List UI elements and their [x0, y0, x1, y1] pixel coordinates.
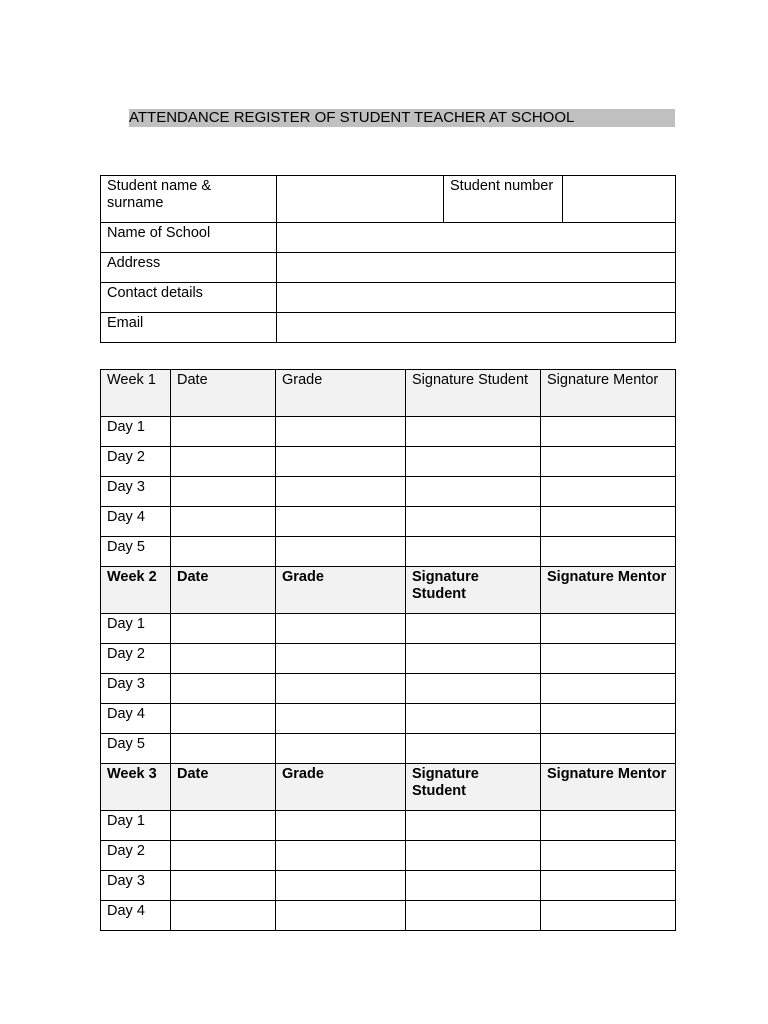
contact-field[interactable]	[277, 283, 676, 313]
day-label: Day 2	[101, 644, 171, 674]
signature-mentor-field[interactable]	[541, 841, 676, 871]
day-row	[101, 704, 676, 734]
signature-student-field[interactable]	[406, 614, 541, 644]
day-label: Day 2	[101, 841, 171, 871]
date-field[interactable]	[171, 507, 276, 537]
info-row-student	[101, 176, 676, 223]
grade-field[interactable]	[276, 537, 406, 567]
grade-field[interactable]	[276, 644, 406, 674]
grade-field[interactable]	[276, 871, 406, 901]
info-row-school	[101, 223, 676, 253]
date-field[interactable]	[171, 871, 276, 901]
day-label: Day 3	[101, 477, 171, 507]
grade-field[interactable]	[276, 811, 406, 841]
signature-mentor-field[interactable]	[541, 417, 676, 447]
week-header-row	[101, 764, 676, 811]
day-row	[101, 477, 676, 507]
week-label: Week 1	[101, 370, 171, 417]
day-label: Day 1	[101, 417, 171, 447]
signature-mentor-header: Signature Mentor	[541, 567, 676, 614]
signature-mentor-field[interactable]	[541, 477, 676, 507]
date-header: Date	[171, 567, 276, 614]
day-row	[101, 417, 676, 447]
day-row	[101, 811, 676, 841]
day-row	[101, 447, 676, 477]
student-name-field[interactable]	[277, 176, 444, 223]
signature-mentor-header: Signature Mentor	[541, 764, 676, 811]
date-field[interactable]	[171, 734, 276, 764]
grade-field[interactable]	[276, 477, 406, 507]
signature-mentor-field[interactable]	[541, 644, 676, 674]
day-label: Day 1	[101, 811, 171, 841]
signature-student-field[interactable]	[406, 447, 541, 477]
grade-field[interactable]	[276, 901, 406, 931]
date-field[interactable]	[171, 644, 276, 674]
grade-field[interactable]	[276, 417, 406, 447]
contact-label: Contact details	[101, 283, 277, 313]
signature-mentor-field[interactable]	[541, 704, 676, 734]
signature-mentor-field[interactable]	[541, 537, 676, 567]
signature-student-field[interactable]	[406, 841, 541, 871]
info-row-contact	[101, 283, 676, 313]
signature-mentor-header: Signature Mentor	[541, 370, 676, 417]
signature-mentor-field[interactable]	[541, 871, 676, 901]
info-row-email	[101, 313, 676, 343]
signature-mentor-field[interactable]	[541, 811, 676, 841]
signature-student-field[interactable]	[406, 704, 541, 734]
signature-student-field[interactable]	[406, 537, 541, 567]
day-row	[101, 871, 676, 901]
signature-student-header: Signature Student	[406, 567, 541, 614]
signature-student-field[interactable]	[406, 674, 541, 704]
date-header: Date	[171, 764, 276, 811]
grade-field[interactable]	[276, 734, 406, 764]
signature-mentor-field[interactable]	[541, 674, 676, 704]
day-row	[101, 901, 676, 931]
signature-mentor-field[interactable]	[541, 614, 676, 644]
date-field[interactable]	[171, 537, 276, 567]
day-row	[101, 614, 676, 644]
day-row	[101, 644, 676, 674]
day-row	[101, 734, 676, 764]
grade-field[interactable]	[276, 674, 406, 704]
day-row	[101, 537, 676, 567]
date-field[interactable]	[171, 841, 276, 871]
document-title: ATTENDANCE REGISTER OF STUDENT TEACHER AT SCHOOL	[129, 109, 675, 127]
date-field[interactable]	[171, 901, 276, 931]
day-label: Day 4	[101, 901, 171, 931]
day-row	[101, 674, 676, 704]
grade-field[interactable]	[276, 507, 406, 537]
student-info-table	[100, 175, 676, 343]
date-field[interactable]	[171, 447, 276, 477]
signature-student-field[interactable]	[406, 507, 541, 537]
signature-student-field[interactable]	[406, 734, 541, 764]
date-field[interactable]	[171, 674, 276, 704]
day-label: Day 3	[101, 871, 171, 901]
signature-student-field[interactable]	[406, 871, 541, 901]
grade-field[interactable]	[276, 704, 406, 734]
signature-student-field[interactable]	[406, 477, 541, 507]
school-field[interactable]	[277, 223, 676, 253]
info-row-address	[101, 253, 676, 283]
day-label: Day 1	[101, 614, 171, 644]
day-label: Day 5	[101, 734, 171, 764]
address-label: Address	[101, 253, 277, 283]
signature-mentor-field[interactable]	[541, 901, 676, 931]
grade-header: Grade	[276, 764, 406, 811]
date-field[interactable]	[171, 417, 276, 447]
email-field[interactable]	[277, 313, 676, 343]
date-field[interactable]	[171, 811, 276, 841]
date-field[interactable]	[171, 477, 276, 507]
date-field[interactable]	[171, 614, 276, 644]
day-label: Day 2	[101, 447, 171, 477]
attendance-table	[100, 369, 676, 931]
grade-field[interactable]	[276, 841, 406, 871]
signature-student-field[interactable]	[406, 901, 541, 931]
address-field[interactable]	[277, 253, 676, 283]
school-label: Name of School	[101, 223, 277, 253]
signature-student-field[interactable]	[406, 417, 541, 447]
day-label: Day 4	[101, 507, 171, 537]
day-label: Day 3	[101, 674, 171, 704]
date-field[interactable]	[171, 704, 276, 734]
day-label: Day 4	[101, 704, 171, 734]
day-row	[101, 841, 676, 871]
student-number-field[interactable]	[563, 176, 676, 223]
week-header-row	[101, 567, 676, 614]
signature-mentor-field[interactable]	[541, 734, 676, 764]
grade-field[interactable]	[276, 447, 406, 477]
student-number-label: Student number	[444, 176, 563, 223]
week-label: Week 3	[101, 764, 171, 811]
grade-header: Grade	[276, 567, 406, 614]
grade-field[interactable]	[276, 614, 406, 644]
grade-header: Grade	[276, 370, 406, 417]
day-row	[101, 507, 676, 537]
email-label: Email	[101, 313, 277, 343]
signature-student-field[interactable]	[406, 644, 541, 674]
signature-mentor-field[interactable]	[541, 507, 676, 537]
week-header-row	[101, 370, 676, 417]
signature-mentor-field[interactable]	[541, 447, 676, 477]
day-label: Day 5	[101, 537, 171, 567]
signature-student-field[interactable]	[406, 811, 541, 841]
signature-student-header: Signature Student	[406, 764, 541, 811]
date-header: Date	[171, 370, 276, 417]
signature-student-header: Signature Student	[406, 370, 541, 417]
student-name-label: Student name & surname	[101, 176, 277, 223]
week-label: Week 2	[101, 567, 171, 614]
